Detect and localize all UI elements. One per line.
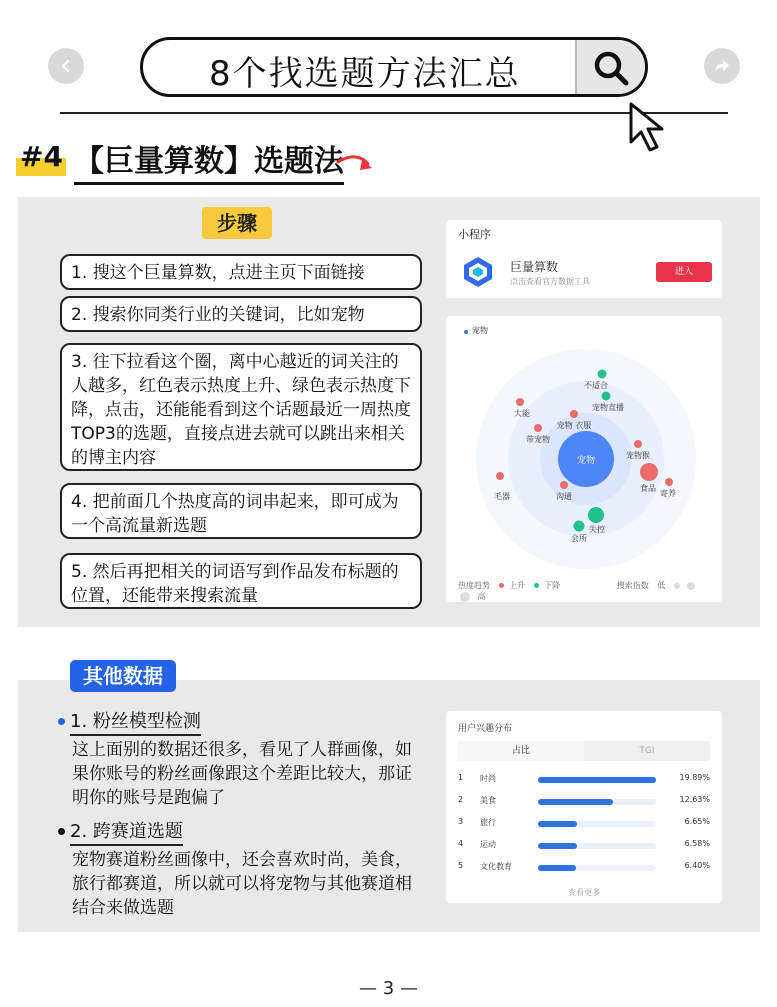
size-dot-medium — [687, 582, 695, 590]
bubble-legend-label: 宠物 — [472, 326, 488, 335]
down-label: 下降 — [544, 581, 561, 590]
other-item-title-1: 1. 粉丝模型检测 — [70, 707, 201, 736]
interest-title: 用户兴趣分布 — [458, 724, 513, 734]
other-item-body-2: 宠物赛道粉丝画像中，还会喜欢时尚，美食，旅行都赛道，所以就可以将宠物与其他赛道相结合来做选题 — [72, 850, 412, 918]
keyword-bubble — [602, 392, 611, 401]
mouse-cursor-icon — [626, 100, 670, 156]
up-dot — [499, 583, 504, 588]
keyword-label: 失控 — [589, 525, 605, 534]
high-label: 高 — [477, 592, 486, 601]
interest-rank: 5 — [458, 861, 464, 870]
interest-rank: 1 — [458, 773, 464, 782]
section-title: 【巨量算数】选题法 — [74, 136, 344, 185]
interest-row — [458, 773, 710, 787]
bullet-dot — [58, 828, 65, 835]
interest-name: 时尚 — [480, 774, 496, 783]
other-item-title-2: 2. 跨赛道选题 — [70, 817, 183, 846]
interest-row — [458, 817, 710, 831]
interest-bar-track — [538, 799, 656, 805]
keyword-bubble — [640, 463, 658, 481]
keyword-bubble — [534, 424, 542, 432]
section-number: #4 — [20, 140, 63, 173]
view-more-link[interactable]: 查看更多 — [568, 888, 600, 897]
tab-share[interactable]: 占比 — [458, 741, 584, 761]
interest-bar-fill — [538, 821, 577, 827]
search-title: 8个找选题方法汇总 — [209, 54, 521, 94]
keyword-bubble — [665, 478, 673, 486]
keyword-bubble — [598, 370, 607, 379]
keyword-bubble — [588, 507, 604, 523]
interest-bar-fill — [538, 777, 656, 783]
low-label: 低 — [657, 581, 666, 590]
interest-bar-track — [538, 843, 656, 849]
keyword-bubble — [560, 481, 568, 489]
keyword-label: 沟通 — [556, 492, 572, 501]
other-data-tag: 其他数据 — [70, 660, 176, 692]
interest-bar-fill — [538, 865, 576, 871]
steps-tag: 步骤 — [202, 207, 272, 239]
keyword-bubble — [634, 440, 642, 448]
keyword-label: 宠物猴 — [626, 451, 650, 460]
interest-percent: 19.89% — [679, 773, 710, 782]
interest-percent: 6.65% — [684, 817, 710, 826]
size-dot-small — [674, 583, 680, 589]
interest-rank: 2 — [458, 795, 464, 804]
interest-bar-track — [538, 865, 656, 871]
size-dot-large — [460, 592, 470, 602]
mini-program-name: 巨量算数 — [510, 260, 559, 274]
keyword-bubble — [570, 410, 578, 418]
step-5: 5. 然后再把相关的词语写到作品发布标题的位置，还能带来搜索流量 — [60, 553, 422, 609]
red-arrow-icon — [336, 148, 376, 178]
interest-bar-fill — [538, 843, 577, 849]
keyword-label: 毛器 — [494, 492, 510, 501]
down-dot — [534, 583, 539, 588]
interest-name: 文化教育 — [480, 862, 512, 871]
keyword-label: 大能 — [514, 409, 530, 418]
search-bar[interactable] — [140, 37, 648, 97]
mini-program-subtitle: 点击查看官方数据工具 — [510, 277, 590, 286]
tab-tgi[interactable]: TGI — [639, 746, 655, 756]
step-2: 2. 搜索你同类行业的关键词，比如宠物 — [60, 296, 422, 332]
search-button[interactable] — [575, 40, 645, 94]
step-4: 4. 把前面几个热度高的词串起来，即可成为一个高流量新选题 — [60, 483, 422, 539]
interest-row — [458, 795, 710, 809]
keyword-label: 宠物 衣服 — [556, 421, 592, 430]
keyword-label: 寄养 — [660, 489, 676, 498]
keyword-bubble — [496, 472, 504, 480]
keyword-label: 食品 — [640, 484, 656, 493]
interest-percent: 6.58% — [684, 839, 710, 848]
back-button[interactable] — [48, 48, 84, 84]
interest-row — [458, 861, 710, 875]
interest-row — [458, 839, 710, 853]
mini-program-header: 小程序 — [458, 228, 491, 241]
bubble-chart[interactable] — [446, 316, 722, 578]
share-button[interactable] — [704, 48, 740, 84]
interest-distribution-card — [446, 711, 722, 903]
chevron-left-icon — [56, 56, 76, 76]
keyword-bubble — [516, 398, 524, 406]
up-label: 上升 — [509, 581, 526, 590]
bullet-dot — [58, 718, 65, 725]
interest-name: 旅行 — [480, 818, 496, 827]
keyword-label: 带宠物 — [526, 435, 550, 444]
keyword-label: 不适合 — [584, 381, 608, 390]
trend-label: 热度趋势 — [458, 581, 490, 590]
other-item-body-1: 这上面别的数据还很多，看见了人群画像，如果你账号的粉丝画像跟这个差距比较大，那证明你的账号是跑偏了 — [72, 740, 412, 808]
keyword-bubble — [574, 521, 585, 532]
keyword-bubble-card — [446, 316, 722, 602]
enter-button[interactable]: 进入 — [656, 262, 712, 282]
interest-name: 美食 — [480, 796, 496, 805]
keyword-label: 会所 — [571, 534, 587, 543]
mini-program-card[interactable] — [446, 220, 722, 298]
bubble-footer — [458, 580, 710, 602]
search-icon — [591, 48, 631, 88]
index-label: 搜索指数 — [616, 581, 649, 590]
keyword-label: 宠物直播 — [592, 403, 624, 412]
interest-bar-track — [538, 777, 656, 783]
share-arrow-icon — [712, 56, 732, 76]
interest-rank: 3 — [458, 817, 464, 826]
interest-bar-fill — [538, 799, 613, 805]
app-logo-icon — [460, 254, 496, 290]
step-3: 3. 往下拉看这个圈，离中心越近的词关注的人越多，红色表示热度上升、绿色表示热度下降，点击，还能能看到这个话题最近一周热度TOP3的选题，直接点进去就可以跳出来相关的博主内容 — [60, 343, 422, 471]
interest-bar-track — [538, 821, 656, 827]
center-label: 宠物 — [576, 456, 596, 466]
interest-name: 运动 — [480, 840, 496, 849]
page-number: — 3 — — [359, 978, 418, 999]
interest-percent: 12.63% — [679, 795, 710, 804]
interest-percent: 6.40% — [684, 861, 710, 870]
step-1: 1. 搜这个巨量算数，点进主页下面链接 — [60, 254, 422, 290]
interest-rank: 4 — [458, 839, 464, 848]
interest-tabs — [458, 741, 710, 761]
